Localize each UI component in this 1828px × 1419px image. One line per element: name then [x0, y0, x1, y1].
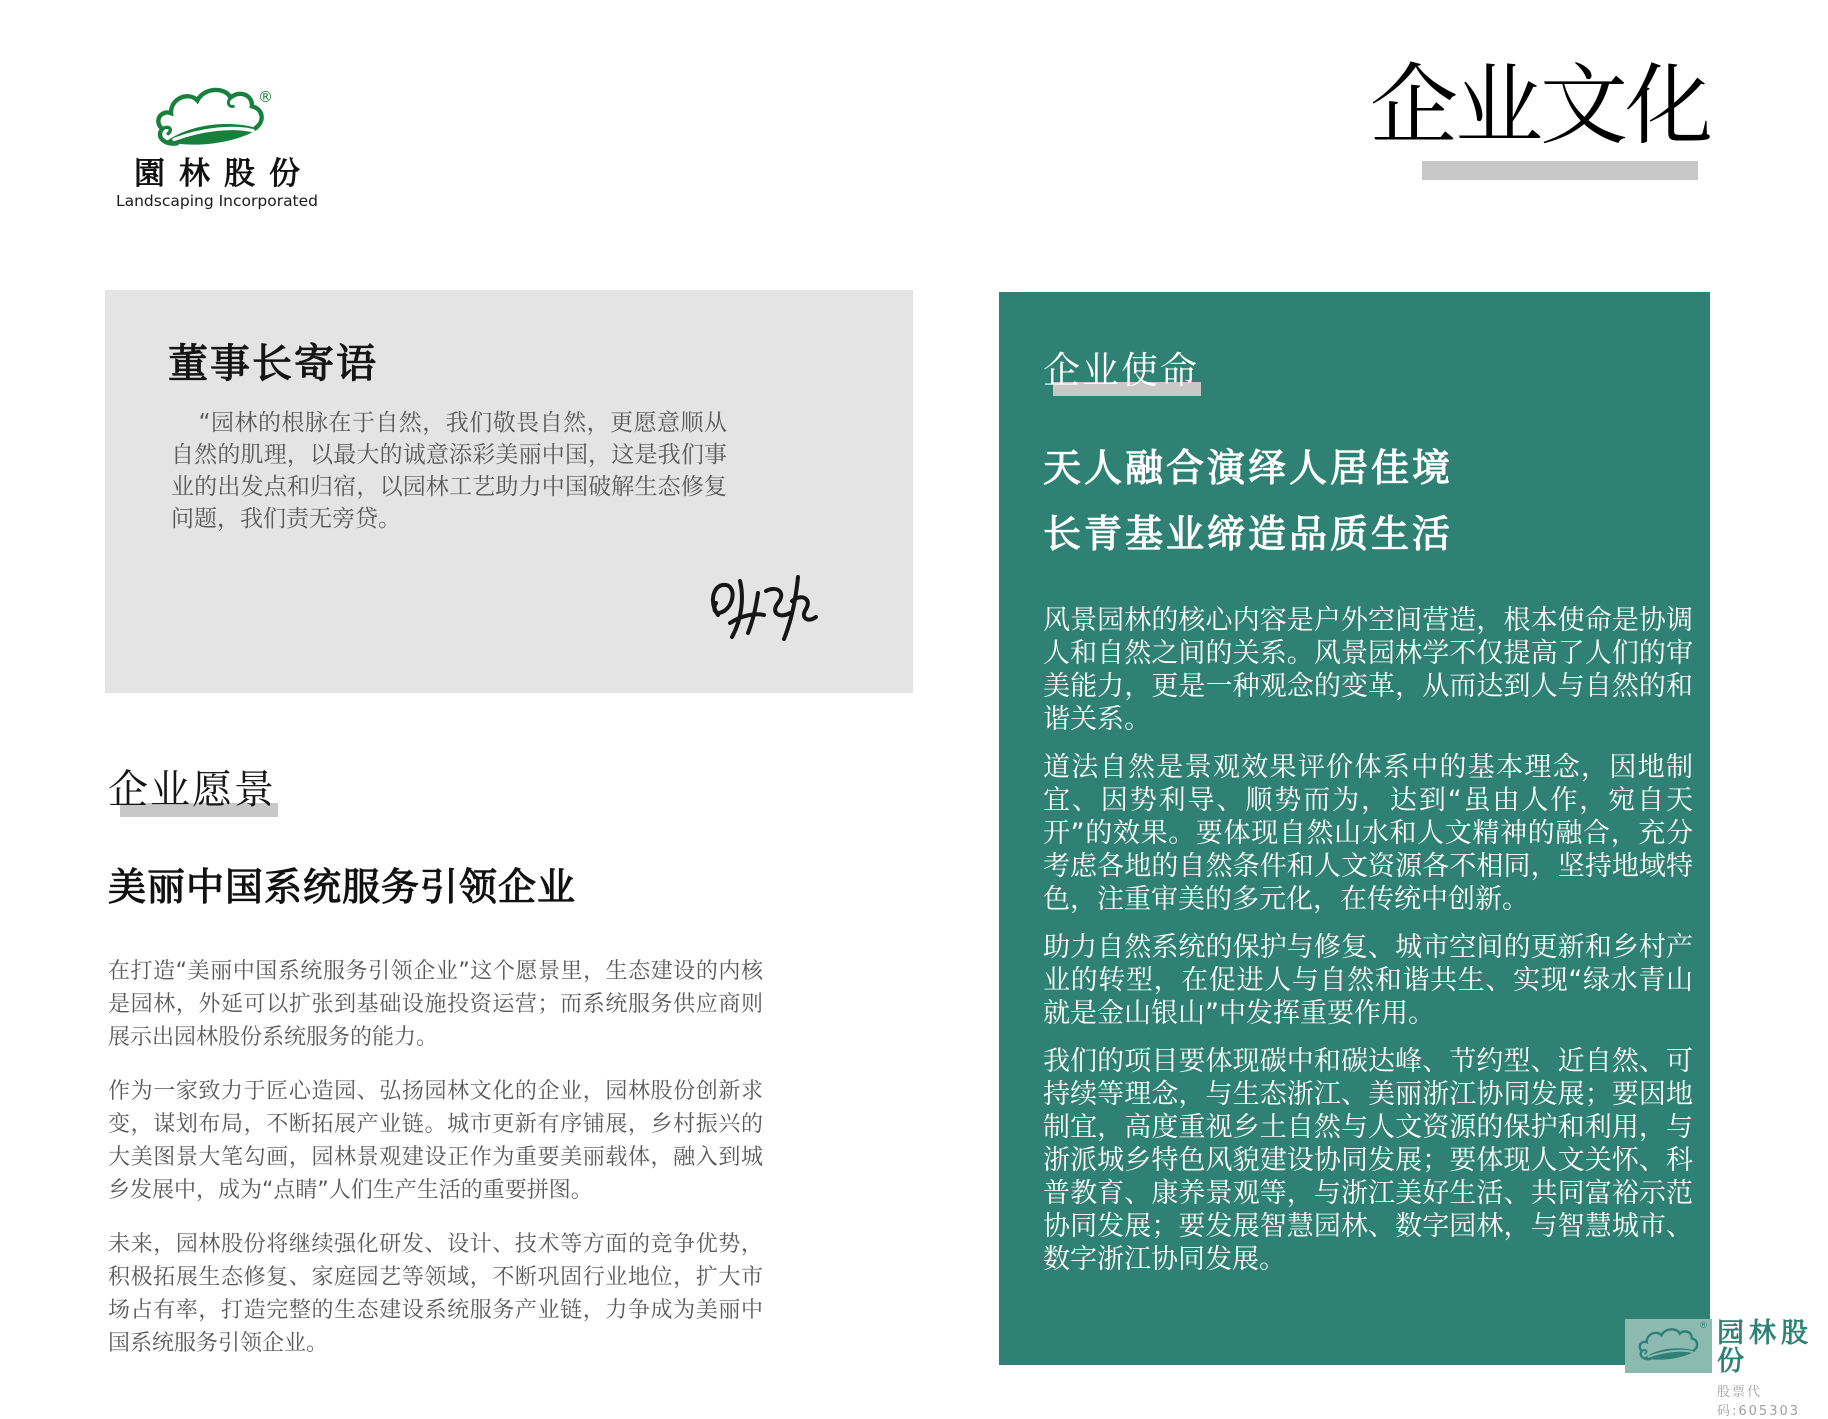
watermark-logo-badge [1625, 1319, 1712, 1373]
vision-heading: 企业愿景 [108, 767, 276, 813]
watermark-stock-code: 股票代码:605303 [1717, 1385, 1801, 1419]
mission-paragraph: 我们的项目要体现碳中和碳达峰、节约型、近自然、可持续等理念，与生态浙江、美丽浙江协同发展；要因地制宜，高度重视乡土自然与人文资源的保护和利用，与浙派城乡特色风貌建设协同发展；要体现人文关怀、科普教育、康养景观等，与浙江美好生活、共同富裕示范协同发展；要发展智慧园林、数字园林，与智慧城市、数字浙江协同发展。 [1043, 1046, 1693, 1275]
vision-paragraph: 在打造“美丽中国系统服务引领企业”这个愿景里，生态建设的内核是园林，外延可以扩张到基础设施投资运营；而系统服务供应商则展示出园林股份系统服务的能力。 [108, 959, 763, 1050]
watermark-tree-logo-icon [1636, 1326, 1702, 1366]
mission-paragraph: 风景园林的核心内容是户外空间营造，根本使命是协调人和自然之间的关系。风景园林学不仅提高了人们的审美能力，更是一种观念的变革，从而达到人与自然的和谐关系。 [1043, 605, 1693, 735]
chairman-signature [700, 562, 840, 654]
mission-heading: 企业使命 [1043, 349, 1199, 392]
chairman-message-heading: 董事长寄语 [168, 341, 378, 387]
watermark-registered-mark: ® [1699, 1321, 1708, 1331]
mission-slogan-line-2: 长青基业缔造品质生活 [1043, 512, 1454, 556]
watermark-text-block [1717, 1320, 1828, 1419]
logo-company-name-cn: 園林股份 [134, 156, 314, 192]
logo-registered-mark: ® [258, 88, 273, 106]
mission-slogan [1043, 435, 1453, 567]
logo-company-name-en: Landscaping Incorporated [115, 192, 319, 210]
mission-slogan-line-1: 天人融合演绎人居佳境 [1043, 446, 1454, 490]
tree-cloud-logo-icon [152, 84, 270, 156]
vision-subtitle: 美丽中国系统服务引领企业 [108, 865, 577, 909]
mission-paragraph: 助力自然系统的保护与修复、城市空间的更新和乡村产业的转型，在促进人与自然和谐共生、实现“绿水青山就是金山银山”中发挥重要作用。 [1043, 932, 1693, 1029]
watermark-company-name: 园林股份 [1717, 1318, 1813, 1377]
chairman-message-body: “园林的根脉在于自然，我们敬畏自然，更愿意顺从自然的肌理，以最大的诚意添彩美丽中国，这是我们事业的出发点和归宿，以园林工艺助力中国破解生态修复问题，我们责无旁贷。 [171, 410, 727, 532]
vision-body [108, 955, 763, 1381]
vision-paragraph: 作为一家致力于匠心造园、弘扬园林文化的企业，园林股份创新求变，谋划布局，不断拓展产业链。城市更新有序铺展，乡村振兴的大美图景大笔勾画，园林景观建设正作为重要美丽载体，融入到城乡发展中，成为“点睛”人们生产生活的重要拼图。 [108, 1079, 763, 1203]
mission-body [1043, 604, 1693, 1291]
page-title: 企业文化 [1369, 54, 1710, 157]
page-title-accent-bar [1422, 161, 1698, 180]
mission-paragraph: 道法自然是景观效果评价体系中的基本理念，因地制宜、因势利导、顺势而为，达到“虽由人作，宛自天开”的效果。要体现自然山水和人文精神的融合，充分考虑各地的自然条件和人文资源各不相同，坚持地域特色，注重审美的多元化，在传统中创新。 [1043, 752, 1693, 915]
chairman-message-box [105, 290, 913, 693]
mission-panel [999, 292, 1710, 1365]
vision-paragraph: 未来，园林股份将继续强化研发、设计、技术等方面的竞争优势，积极拓展生态修复、家庭园艺等领域，不断巩固行业地位，扩大市场占有率，打造完整的生态建设系统服务产业链，力争成为美丽中国系统服务引领企业。 [108, 1232, 763, 1356]
